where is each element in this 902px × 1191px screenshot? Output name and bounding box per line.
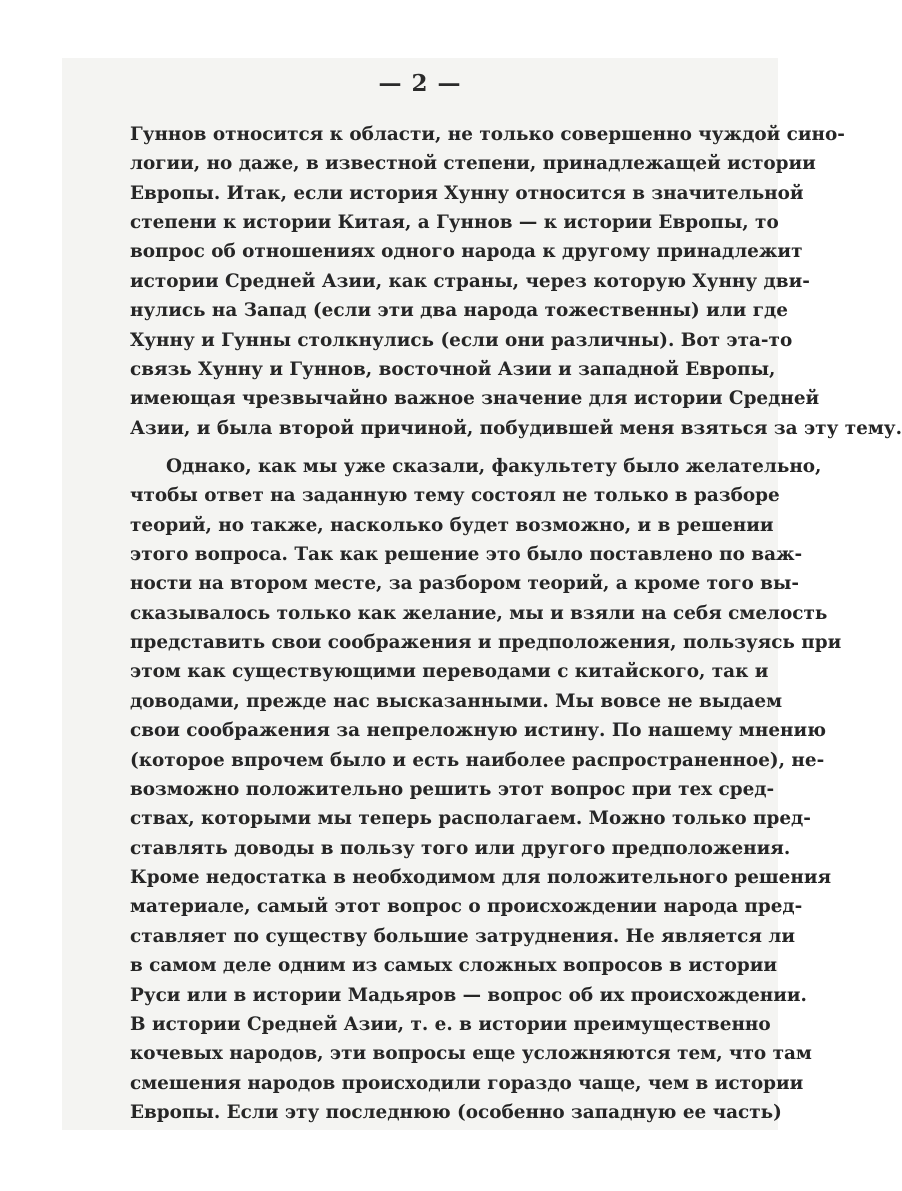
text-line: кочевых народов, эти вопросы еще усложняются тем, что там: [130, 1043, 812, 1064]
text-line: свои соображения за непреложную истину. По нашему мнению: [130, 720, 826, 741]
text-line: Кроме недостатка в необходимом для положительного решения: [130, 867, 832, 888]
text-line: Азии, и была второй причиной, побудившей меня взяться за эту тему.: [130, 418, 902, 439]
text-line: вопрос об отношениях одного народа к другому принадлежит: [130, 241, 803, 262]
text-line: истории Средней Азии, как страны, через которую Хунну дви-: [130, 271, 810, 292]
text-line: доводами, прежде нас высказанными. Мы вовсе не выдаем: [130, 691, 783, 712]
text-line: Гуннов относится к области, не только совершенно чуждой сино-: [130, 124, 845, 145]
text-line: имеющая чрезвычайно важное значение для истории Средней: [130, 388, 820, 409]
text-line: ности на втором месте, за разбором теорий, а кроме того вы-: [130, 573, 800, 594]
text-line: материале, самый этот вопрос о происхождении народа пред-: [130, 896, 803, 917]
text-line: (которое впрочем было и есть наиболее распространенное), не-: [130, 750, 825, 771]
text-line: в самом деле одним из самых сложных вопросов в истории: [130, 955, 777, 976]
text-line: ставлять доводы в пользу того или другого предположения.: [130, 838, 791, 859]
text-line: возможно положительно решить этот вопрос при тех сред-: [130, 779, 775, 800]
text-line: логии, но даже, в известной степени, принадлежащей истории: [130, 153, 816, 174]
text-line: этом как существующими переводами с китайского, так и: [130, 661, 769, 682]
text-line: ставляет по существу большие затруднения. Не является ли: [130, 926, 795, 947]
text-line: Европы. Итак, если история Хунну относится в значительной: [130, 183, 804, 204]
text-line: этого вопроса. Так как решение это было поставлено по важ-: [130, 544, 803, 565]
text-line: Руси или в истории Мадьяров — вопрос об их происхождении.: [130, 985, 807, 1006]
text-line: ствах, которыми мы теперь располагаем. Можно только пред-: [130, 808, 811, 829]
paragraph-first-line: Однако, как мы уже сказали, факультету было желательно,: [166, 456, 822, 477]
text-line: В истории Средней Азии, т. е. в истории преимущественно: [130, 1014, 771, 1035]
text-line: смешения народов происходили гораздо чаще, чем в истории: [130, 1073, 804, 1094]
text-line: чтобы ответ на заданную тему состоял не только в разборе: [130, 485, 780, 506]
text-line: связь Хунну и Гуннов, восточной Азии и западной Европы,: [130, 359, 776, 380]
page-number: — 2 —: [378, 70, 462, 97]
text-line: степени к истории Китая, а Гуннов — к истории Европы, то: [130, 212, 779, 233]
text-line: нулись на Запад (если эти два народа тожественны) или где: [130, 300, 788, 321]
text-line: Европы. Если эту последнюю (особенно западную ее часть): [130, 1102, 782, 1123]
text-line: теорий, но также, насколько будет возможно, и в решении: [130, 515, 774, 536]
text-line: сказывалось только как желание, мы и взяли на себя смелость: [130, 603, 828, 624]
text-line: представить свои соображения и предположения, пользуясь при: [130, 632, 842, 653]
text-line: Хунну и Гунны столкнулись (если они различны). Вот эта-то: [130, 330, 793, 351]
